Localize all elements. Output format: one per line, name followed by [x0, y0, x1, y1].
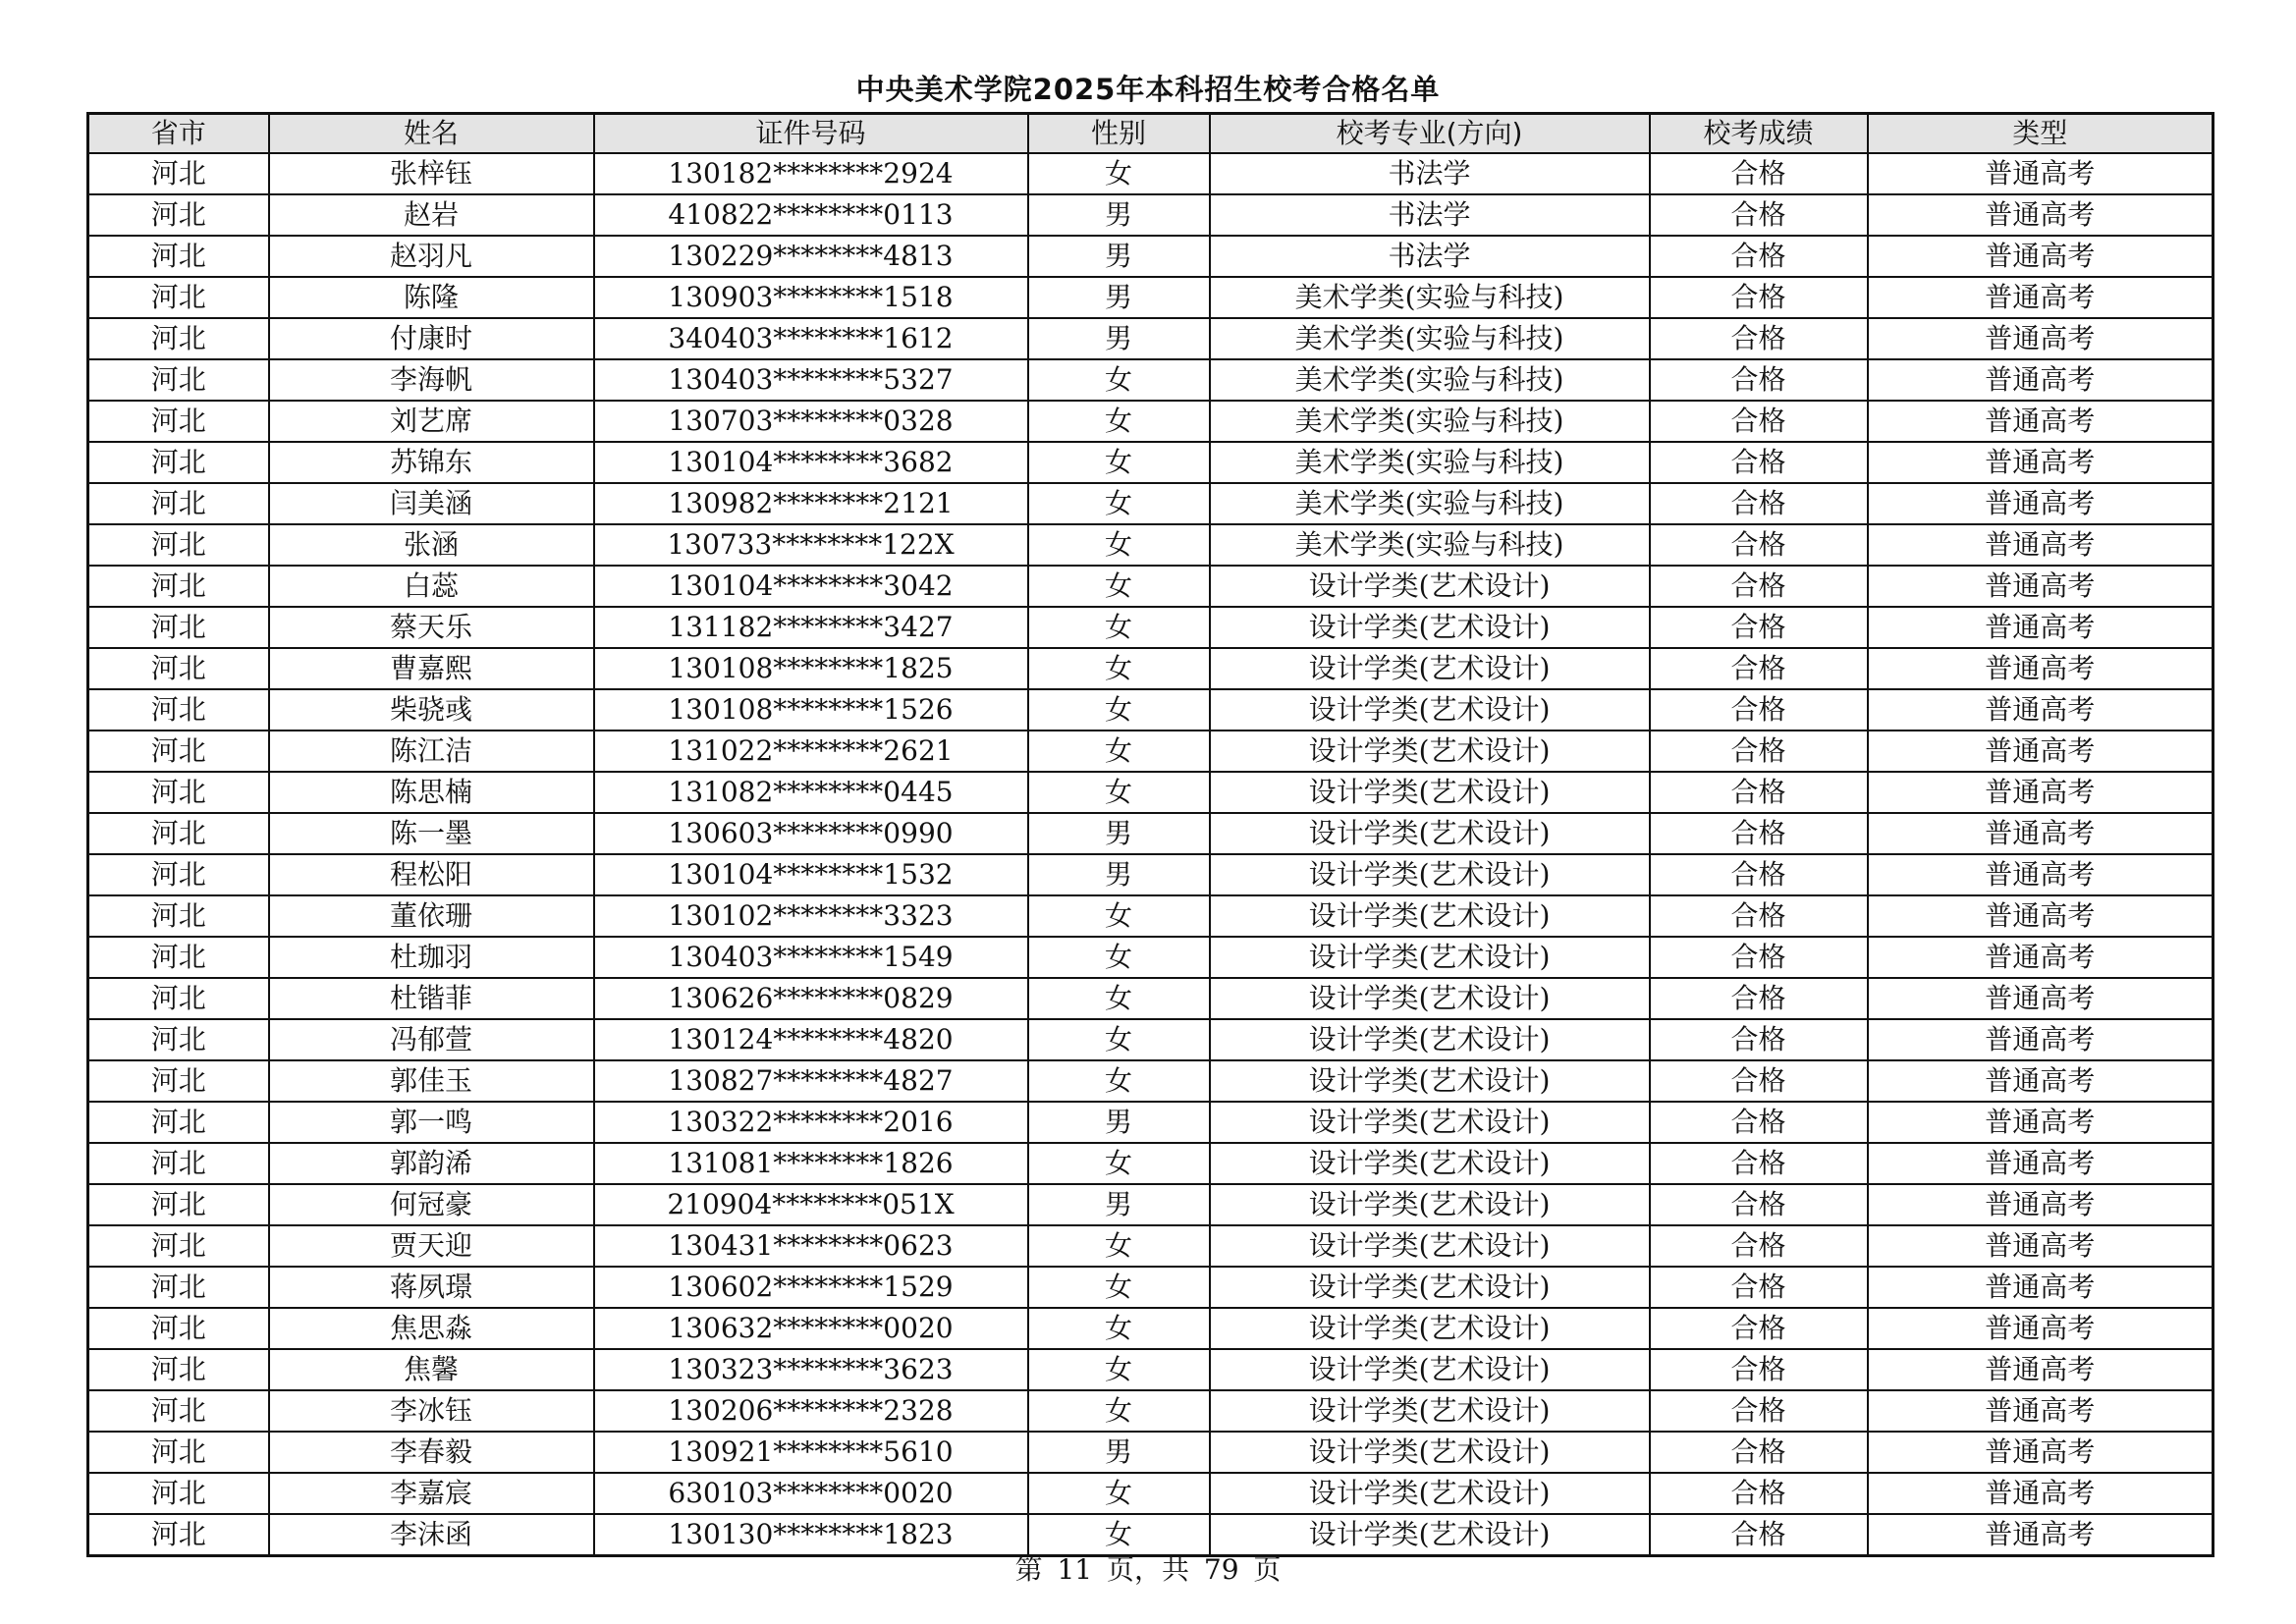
- cell-type: 普通高考: [1868, 772, 2214, 813]
- cell-gender: 男: [1028, 194, 1210, 236]
- cell-id-number: 410822********0113: [594, 194, 1028, 236]
- cell-name: 白蕊: [269, 566, 594, 607]
- cell-gender: 女: [1028, 648, 1210, 689]
- cell-type: 普通高考: [1868, 483, 2214, 524]
- cell-major: 设计学类(艺术设计): [1210, 937, 1650, 978]
- column-header-major: 校考专业(方向): [1210, 114, 1650, 154]
- cell-province: 河北: [88, 978, 269, 1019]
- cell-name: 郭佳玉: [269, 1060, 594, 1102]
- cell-name: 闫美涵: [269, 483, 594, 524]
- cell-type: 普通高考: [1868, 689, 2214, 731]
- cell-result: 合格: [1650, 401, 1868, 442]
- cell-type: 普通高考: [1868, 1267, 2214, 1308]
- cell-name: 杜珈羽: [269, 937, 594, 978]
- cell-result: 合格: [1650, 731, 1868, 772]
- table-row: [88, 1390, 2214, 1432]
- cell-major: 书法学: [1210, 236, 1650, 277]
- cell-name: 董依珊: [269, 895, 594, 937]
- cell-result: 合格: [1650, 153, 1868, 194]
- cell-result: 合格: [1650, 648, 1868, 689]
- cell-id-number: 130733********122X: [594, 524, 1028, 566]
- cell-result: 合格: [1650, 895, 1868, 937]
- cell-result: 合格: [1650, 1267, 1868, 1308]
- table-row: [88, 1102, 2214, 1143]
- table-row: [88, 442, 2214, 483]
- cell-major: 设计学类(艺术设计): [1210, 772, 1650, 813]
- cell-gender: 女: [1028, 483, 1210, 524]
- table-body: [88, 153, 2214, 1556]
- cell-id-number: 130104********3042: [594, 566, 1028, 607]
- cell-result: 合格: [1650, 1473, 1868, 1514]
- table-header: [88, 114, 2214, 154]
- cell-type: 普通高考: [1868, 607, 2214, 648]
- cell-name: 杜锴菲: [269, 978, 594, 1019]
- cell-result: 合格: [1650, 277, 1868, 318]
- cell-result: 合格: [1650, 1225, 1868, 1267]
- column-header-type: 类型: [1868, 114, 2214, 154]
- cell-province: 河北: [88, 1267, 269, 1308]
- cell-result: 合格: [1650, 1143, 1868, 1184]
- cell-id-number: 130921********5610: [594, 1432, 1028, 1473]
- cell-id-number: 130903********1518: [594, 277, 1028, 318]
- cell-major: 美术学类(实验与科技): [1210, 359, 1650, 401]
- cell-major: 设计学类(艺术设计): [1210, 1102, 1650, 1143]
- cell-id-number: 131082********0445: [594, 772, 1028, 813]
- table-row: [88, 1349, 2214, 1390]
- cell-result: 合格: [1650, 1060, 1868, 1102]
- cell-province: 河北: [88, 277, 269, 318]
- cell-id-number: 130104********3682: [594, 442, 1028, 483]
- cell-province: 河北: [88, 1308, 269, 1349]
- cell-major: 美术学类(实验与科技): [1210, 483, 1650, 524]
- table-row: [88, 1308, 2214, 1349]
- cell-result: 合格: [1650, 1390, 1868, 1432]
- cell-name: 陈江洁: [269, 731, 594, 772]
- cell-province: 河北: [88, 318, 269, 359]
- cell-type: 普通高考: [1868, 1143, 2214, 1184]
- cell-name: 郭一鸣: [269, 1102, 594, 1143]
- cell-name: 焦思淼: [269, 1308, 594, 1349]
- cell-id-number: 130323********3623: [594, 1349, 1028, 1390]
- table-row: [88, 1060, 2214, 1102]
- cell-gender: 男: [1028, 1184, 1210, 1225]
- cell-major: 设计学类(艺术设计): [1210, 1473, 1650, 1514]
- cell-result: 合格: [1650, 566, 1868, 607]
- cell-name: 苏锦东: [269, 442, 594, 483]
- cell-type: 普通高考: [1868, 524, 2214, 566]
- cell-result: 合格: [1650, 1184, 1868, 1225]
- cell-id-number: 130403********5327: [594, 359, 1028, 401]
- cell-province: 河北: [88, 524, 269, 566]
- cell-type: 普通高考: [1868, 1432, 2214, 1473]
- cell-result: 合格: [1650, 442, 1868, 483]
- cell-gender: 男: [1028, 1432, 1210, 1473]
- cell-name: 付康时: [269, 318, 594, 359]
- cell-name: 李冰钰: [269, 1390, 594, 1432]
- cell-major: 设计学类(艺术设计): [1210, 1143, 1650, 1184]
- cell-name: 李海帆: [269, 359, 594, 401]
- table-row: [88, 978, 2214, 1019]
- cell-name: 柴骁彧: [269, 689, 594, 731]
- cell-type: 普通高考: [1868, 1225, 2214, 1267]
- cell-name: 程松阳: [269, 854, 594, 895]
- cell-result: 合格: [1650, 1308, 1868, 1349]
- cell-gender: 女: [1028, 772, 1210, 813]
- cell-province: 河北: [88, 1514, 269, 1556]
- table-row: [88, 648, 2214, 689]
- cell-gender: 女: [1028, 1514, 1210, 1556]
- cell-name: 蔡天乐: [269, 607, 594, 648]
- cell-major: 设计学类(艺术设计): [1210, 1390, 1650, 1432]
- cell-gender: 女: [1028, 1060, 1210, 1102]
- cell-id-number: 130124********4820: [594, 1019, 1028, 1060]
- cell-province: 河北: [88, 1225, 269, 1267]
- cell-gender: 女: [1028, 1390, 1210, 1432]
- cell-id-number: 340403********1612: [594, 318, 1028, 359]
- column-header-gender: 性别: [1028, 114, 1210, 154]
- cell-type: 普通高考: [1868, 1184, 2214, 1225]
- cell-id-number: 131022********2621: [594, 731, 1028, 772]
- cell-gender: 女: [1028, 689, 1210, 731]
- cell-name: 陈思楠: [269, 772, 594, 813]
- table-row: [88, 689, 2214, 731]
- cell-gender: 女: [1028, 1349, 1210, 1390]
- table-row: [88, 1184, 2214, 1225]
- cell-major: 设计学类(艺术设计): [1210, 895, 1650, 937]
- cell-major: 美术学类(实验与科技): [1210, 401, 1650, 442]
- cell-name: 陈隆: [269, 277, 594, 318]
- cell-major: 设计学类(艺术设计): [1210, 978, 1650, 1019]
- cell-major: 美术学类(实验与科技): [1210, 318, 1650, 359]
- header-row: [88, 114, 2214, 154]
- cell-gender: 女: [1028, 566, 1210, 607]
- cell-result: 合格: [1650, 813, 1868, 854]
- cell-id-number: 630103********0020: [594, 1473, 1028, 1514]
- cell-id-number: 130602********1529: [594, 1267, 1028, 1308]
- cell-province: 河北: [88, 566, 269, 607]
- cell-id-number: 130703********0328: [594, 401, 1028, 442]
- cell-gender: 女: [1028, 1473, 1210, 1514]
- cell-type: 普通高考: [1868, 1349, 2214, 1390]
- cell-major: 设计学类(艺术设计): [1210, 648, 1650, 689]
- table-row: [88, 1019, 2214, 1060]
- cell-province: 河北: [88, 1143, 269, 1184]
- table-row: [88, 1473, 2214, 1514]
- cell-major: 设计学类(艺术设计): [1210, 1267, 1650, 1308]
- cell-result: 合格: [1650, 1349, 1868, 1390]
- cell-id-number: 130403********1549: [594, 937, 1028, 978]
- cell-name: 李嘉宸: [269, 1473, 594, 1514]
- cell-type: 普通高考: [1868, 1514, 2214, 1556]
- cell-result: 合格: [1650, 1019, 1868, 1060]
- cell-result: 合格: [1650, 1102, 1868, 1143]
- cell-name: 张梓钰: [269, 153, 594, 194]
- cell-result: 合格: [1650, 854, 1868, 895]
- cell-name: 李沫函: [269, 1514, 594, 1556]
- column-header-id-number: 证件号码: [594, 114, 1028, 154]
- cell-id-number: 131182********3427: [594, 607, 1028, 648]
- cell-type: 普通高考: [1868, 401, 2214, 442]
- cell-id-number: 130182********2924: [594, 153, 1028, 194]
- cell-id-number: 130632********0020: [594, 1308, 1028, 1349]
- cell-province: 河北: [88, 194, 269, 236]
- table-row: [88, 318, 2214, 359]
- cell-gender: 女: [1028, 978, 1210, 1019]
- cell-gender: 女: [1028, 153, 1210, 194]
- cell-major: 美术学类(实验与科技): [1210, 277, 1650, 318]
- cell-province: 河北: [88, 153, 269, 194]
- column-header-result: 校考成绩: [1650, 114, 1868, 154]
- cell-name: 刘艺席: [269, 401, 594, 442]
- cell-gender: 女: [1028, 1143, 1210, 1184]
- cell-gender: 女: [1028, 442, 1210, 483]
- cell-id-number: 130108********1825: [594, 648, 1028, 689]
- cell-gender: 女: [1028, 1225, 1210, 1267]
- cell-gender: 男: [1028, 236, 1210, 277]
- cell-result: 合格: [1650, 1432, 1868, 1473]
- cell-name: 赵羽凡: [269, 236, 594, 277]
- cell-name: 曹嘉熙: [269, 648, 594, 689]
- cell-type: 普通高考: [1868, 318, 2214, 359]
- cell-type: 普通高考: [1868, 978, 2214, 1019]
- cell-type: 普通高考: [1868, 731, 2214, 772]
- cell-major: 美术学类(实验与科技): [1210, 524, 1650, 566]
- cell-province: 河北: [88, 1019, 269, 1060]
- cell-gender: 女: [1028, 607, 1210, 648]
- cell-name: 冯郁萱: [269, 1019, 594, 1060]
- cell-result: 合格: [1650, 236, 1868, 277]
- cell-major: 设计学类(艺术设计): [1210, 1432, 1650, 1473]
- table-row: [88, 813, 2214, 854]
- cell-major: 设计学类(艺术设计): [1210, 607, 1650, 648]
- page-title: 中央美术学院2025年本科招生校考合格名单: [855, 73, 1441, 106]
- table-row: [88, 153, 2214, 194]
- cell-name: 赵岩: [269, 194, 594, 236]
- cell-gender: 女: [1028, 895, 1210, 937]
- cell-type: 普通高考: [1868, 442, 2214, 483]
- table-row: [88, 359, 2214, 401]
- cell-type: 普通高考: [1868, 277, 2214, 318]
- cell-province: 河北: [88, 689, 269, 731]
- table-row: [88, 607, 2214, 648]
- cell-type: 普通高考: [1868, 648, 2214, 689]
- cell-type: 普通高考: [1868, 1308, 2214, 1349]
- table-row: [88, 1432, 2214, 1473]
- cell-type: 普通高考: [1868, 1102, 2214, 1143]
- cell-type: 普通高考: [1868, 1060, 2214, 1102]
- cell-result: 合格: [1650, 607, 1868, 648]
- table-row: [88, 194, 2214, 236]
- cell-province: 河北: [88, 442, 269, 483]
- cell-gender: 男: [1028, 318, 1210, 359]
- cell-id-number: 130229********4813: [594, 236, 1028, 277]
- cell-province: 河北: [88, 607, 269, 648]
- cell-name: 陈一墨: [269, 813, 594, 854]
- table-row: [88, 1514, 2214, 1556]
- cell-gender: 女: [1028, 1308, 1210, 1349]
- cell-name: 贾天迎: [269, 1225, 594, 1267]
- cell-type: 普通高考: [1868, 566, 2214, 607]
- cell-id-number: 130827********4827: [594, 1060, 1028, 1102]
- cell-province: 河北: [88, 1432, 269, 1473]
- cell-type: 普通高考: [1868, 359, 2214, 401]
- cell-province: 河北: [88, 1349, 269, 1390]
- page-footer: 第 11 页，共 79 页: [1014, 1553, 1282, 1586]
- cell-name: 蒋夙璟: [269, 1267, 594, 1308]
- cell-name: 何冠豪: [269, 1184, 594, 1225]
- column-header-name: 姓名: [269, 114, 594, 154]
- cell-gender: 女: [1028, 937, 1210, 978]
- cell-major: 设计学类(艺术设计): [1210, 1060, 1650, 1102]
- table-row: [88, 1267, 2214, 1308]
- cell-id-number: 130322********2016: [594, 1102, 1028, 1143]
- table-row: [88, 236, 2214, 277]
- cell-result: 合格: [1650, 359, 1868, 401]
- cell-type: 普通高考: [1868, 194, 2214, 236]
- cell-id-number: 130431********0623: [594, 1225, 1028, 1267]
- cell-major: 设计学类(艺术设计): [1210, 731, 1650, 772]
- table-row: [88, 1225, 2214, 1267]
- cell-major: 设计学类(艺术设计): [1210, 1514, 1650, 1556]
- cell-province: 河北: [88, 401, 269, 442]
- table-row: [88, 854, 2214, 895]
- cell-major: 设计学类(艺术设计): [1210, 1225, 1650, 1267]
- cell-province: 河北: [88, 1102, 269, 1143]
- cell-province: 河北: [88, 483, 269, 524]
- cell-id-number: 130626********0829: [594, 978, 1028, 1019]
- cell-province: 河北: [88, 1390, 269, 1432]
- cell-gender: 女: [1028, 359, 1210, 401]
- cell-gender: 男: [1028, 1102, 1210, 1143]
- table-row: [88, 566, 2214, 607]
- cell-id-number: 210904********051X: [594, 1184, 1028, 1225]
- cell-major: 设计学类(艺术设计): [1210, 1349, 1650, 1390]
- cell-result: 合格: [1650, 772, 1868, 813]
- cell-major: 书法学: [1210, 153, 1650, 194]
- column-header-province: 省市: [88, 114, 269, 154]
- cell-name: 李春毅: [269, 1432, 594, 1473]
- cell-gender: 男: [1028, 277, 1210, 318]
- cell-major: 设计学类(艺术设计): [1210, 1308, 1650, 1349]
- cell-gender: 男: [1028, 854, 1210, 895]
- cell-result: 合格: [1650, 1514, 1868, 1556]
- cell-major: 设计学类(艺术设计): [1210, 1184, 1650, 1225]
- cell-id-number: 130104********1532: [594, 854, 1028, 895]
- cell-gender: 男: [1028, 813, 1210, 854]
- cell-province: 河北: [88, 648, 269, 689]
- cell-province: 河北: [88, 772, 269, 813]
- cell-type: 普通高考: [1868, 236, 2214, 277]
- cell-type: 普通高考: [1868, 895, 2214, 937]
- cell-type: 普通高考: [1868, 1019, 2214, 1060]
- cell-major: 设计学类(艺术设计): [1210, 566, 1650, 607]
- cell-province: 河北: [88, 854, 269, 895]
- cell-province: 河北: [88, 1184, 269, 1225]
- cell-id-number: 130206********2328: [594, 1390, 1028, 1432]
- cell-province: 河北: [88, 1060, 269, 1102]
- cell-result: 合格: [1650, 978, 1868, 1019]
- cell-type: 普通高考: [1868, 1473, 2214, 1514]
- table-row: [88, 772, 2214, 813]
- table-row: [88, 524, 2214, 566]
- cell-province: 河北: [88, 895, 269, 937]
- table-row: [88, 895, 2214, 937]
- cell-result: 合格: [1650, 194, 1868, 236]
- table-row: [88, 937, 2214, 978]
- cell-province: 河北: [88, 1473, 269, 1514]
- table-row: [88, 401, 2214, 442]
- cell-id-number: 130603********0990: [594, 813, 1028, 854]
- admission-list-table: [86, 112, 2214, 1557]
- cell-gender: 女: [1028, 401, 1210, 442]
- cell-result: 合格: [1650, 689, 1868, 731]
- table-row: [88, 277, 2214, 318]
- cell-type: 普通高考: [1868, 854, 2214, 895]
- cell-type: 普通高考: [1868, 153, 2214, 194]
- cell-result: 合格: [1650, 318, 1868, 359]
- cell-id-number: 130130********1823: [594, 1514, 1028, 1556]
- cell-major: 设计学类(艺术设计): [1210, 689, 1650, 731]
- cell-major: 书法学: [1210, 194, 1650, 236]
- cell-major: 设计学类(艺术设计): [1210, 1019, 1650, 1060]
- cell-gender: 女: [1028, 1267, 1210, 1308]
- table-row: [88, 483, 2214, 524]
- cell-type: 普通高考: [1868, 813, 2214, 854]
- cell-id-number: 131081********1826: [594, 1143, 1028, 1184]
- cell-name: 张涵: [269, 524, 594, 566]
- cell-id-number: 130102********3323: [594, 895, 1028, 937]
- table-row: [88, 1143, 2214, 1184]
- table-row: [88, 731, 2214, 772]
- cell-type: 普通高考: [1868, 1390, 2214, 1432]
- cell-province: 河北: [88, 236, 269, 277]
- cell-province: 河北: [88, 359, 269, 401]
- cell-province: 河北: [88, 813, 269, 854]
- cell-id-number: 130108********1526: [594, 689, 1028, 731]
- cell-result: 合格: [1650, 483, 1868, 524]
- cell-result: 合格: [1650, 937, 1868, 978]
- cell-name: 焦馨: [269, 1349, 594, 1390]
- cell-type: 普通高考: [1868, 937, 2214, 978]
- cell-id-number: 130982********2121: [594, 483, 1028, 524]
- cell-major: 设计学类(艺术设计): [1210, 854, 1650, 895]
- cell-result: 合格: [1650, 524, 1868, 566]
- cell-gender: 女: [1028, 524, 1210, 566]
- cell-gender: 女: [1028, 1019, 1210, 1060]
- cell-name: 郭韵浠: [269, 1143, 594, 1184]
- cell-gender: 女: [1028, 731, 1210, 772]
- cell-major: 设计学类(艺术设计): [1210, 813, 1650, 854]
- cell-major: 美术学类(实验与科技): [1210, 442, 1650, 483]
- cell-province: 河北: [88, 937, 269, 978]
- cell-province: 河北: [88, 731, 269, 772]
